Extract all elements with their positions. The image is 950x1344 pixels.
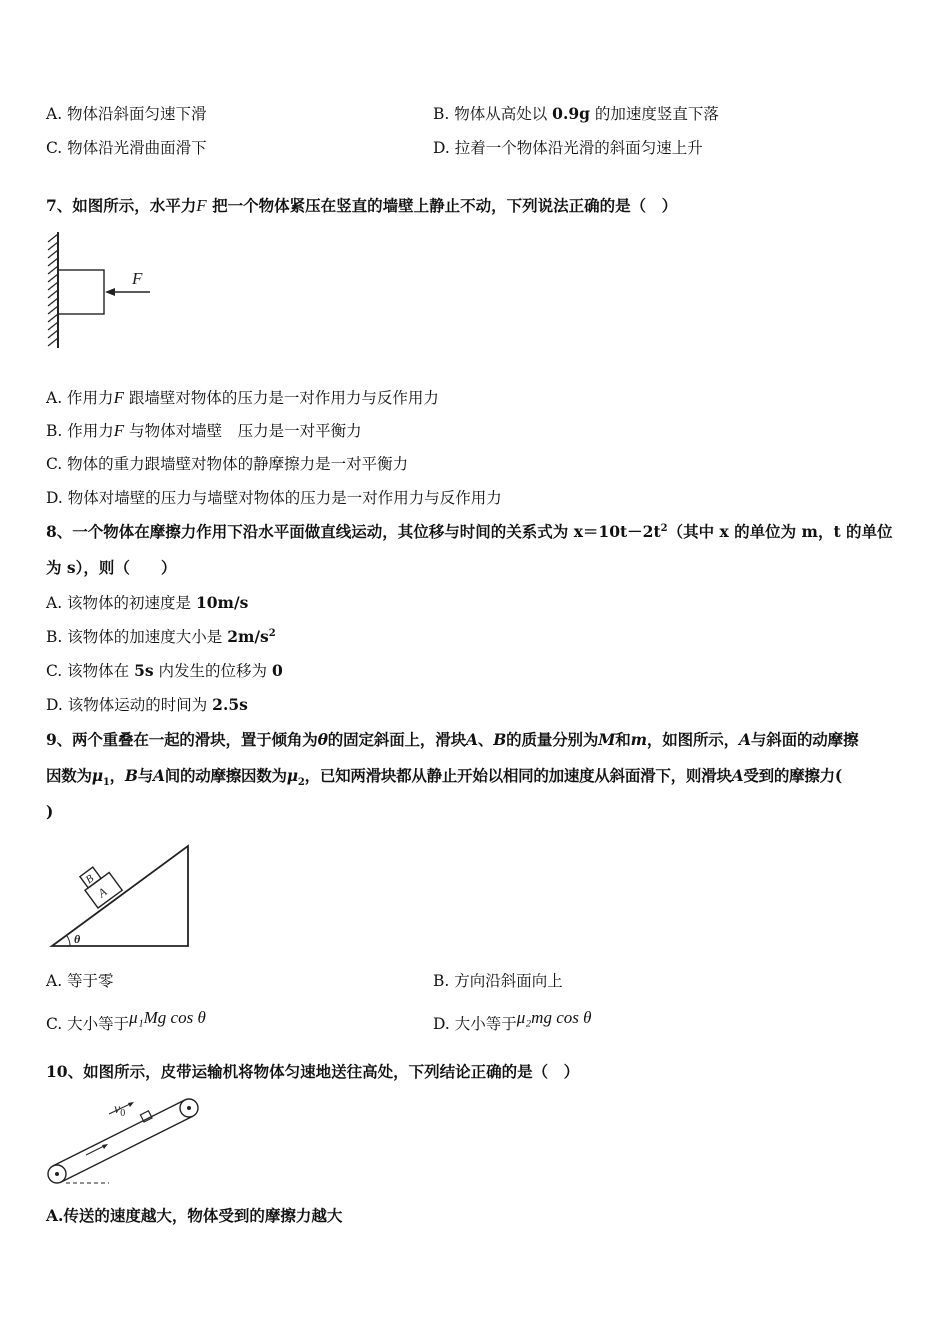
q7-force-label: F bbox=[132, 269, 143, 288]
q7-block bbox=[58, 270, 104, 314]
q7-stem: 7、如图所示，水平力F 把一个物体紧压在竖直的墙壁上静止不动，下列说法正确的是（ ） bbox=[46, 196, 678, 215]
q8-option-b: B. 该物体的加速度大小是 $2m/s^2$ bbox=[46, 627, 276, 646]
q7-option-b: B. 作用力F 与物体对墙壁 压力是一对平衡力 bbox=[46, 421, 362, 440]
q9-label-b: B bbox=[83, 872, 97, 887]
q9-option-a: A. 等于零 bbox=[46, 972, 114, 990]
q9-option-b: B. 方向沿斜面向上 bbox=[433, 972, 563, 990]
q10-label-v0: $v_0$ bbox=[114, 1102, 126, 1119]
q6-option-d: D. 拉着一个物体沿光滑的斜面匀速上升 bbox=[433, 139, 703, 157]
q8-option-c: C. 该物体在 5s 内发生的位移为 0 bbox=[46, 661, 283, 680]
q9-stem-line1: 9、两个重叠在一起的滑块，置于倾角为θ的固定斜面上，滑块A、B的质量分别为M和m，如图所示，A与斜面的动摩擦 bbox=[46, 730, 859, 749]
q8-option-a: A. 该物体的初速度是 10m/s bbox=[46, 593, 249, 612]
q6-option-b: B. 物体从高处以 0.9g 的加速度竖直下落 bbox=[433, 104, 719, 123]
q9-stem-line2: 因数为$\mu_1$，B与A间的动摩擦因数为$\mu_2$，已知两滑块都从静止开始以相同的加速度从斜面滑下，则滑块A受到的摩擦力( bbox=[46, 766, 842, 789]
q6-option-a: A. 物体沿斜面匀速下滑 bbox=[46, 105, 207, 123]
q9-option-d: D. 大小等于μ₂mg cos θ bbox=[433, 1008, 592, 1033]
q7-option-d: D. 物体对墙壁的压力与墙壁对物体的压力是一对作用力与反作用力 bbox=[46, 489, 502, 507]
q7-wall-block-figure bbox=[40, 228, 160, 353]
q10-box bbox=[140, 1111, 152, 1122]
q9-incline-figure bbox=[48, 840, 193, 952]
q7-option-a: A. 作用力F 跟墙壁对物体的压力是一对作用力与反作用力 bbox=[46, 388, 439, 407]
q10-option-a: A.传送的速度越大，物体受到的摩擦力越大 bbox=[46, 1206, 343, 1225]
q6-option-c: C. 物体沿光滑曲面滑下 bbox=[46, 139, 207, 157]
q8-stem-line2: 为 s），则（ ） bbox=[46, 558, 177, 577]
q10-stem: 10、如图所示，皮带运输机将物体匀速地送往高处，下列结论正确的是（ ） bbox=[46, 1062, 580, 1081]
q7-option-c: C. 物体的重力跟墙壁对物体的静摩擦力是一对平衡力 bbox=[46, 455, 409, 473]
q9-stem-line3: ) bbox=[46, 802, 54, 821]
q8-stem-line1: 8、一个物体在摩擦力作用下沿水平面做直线运动，其位移与时间的关系式为 $x=10t-2t^2$（其中 x 的单位为 m，t 的单位 bbox=[46, 522, 893, 541]
q9-option-c: C. 大小等于μ₁Mg cos θ bbox=[46, 1008, 206, 1033]
q9-label-a: A bbox=[95, 884, 110, 901]
q9-label-theta: θ bbox=[74, 932, 81, 946]
q8-option-d: D. 该物体运动的时间为 2.5s bbox=[46, 695, 248, 714]
q10-conveyor-figure bbox=[44, 1094, 214, 1194]
